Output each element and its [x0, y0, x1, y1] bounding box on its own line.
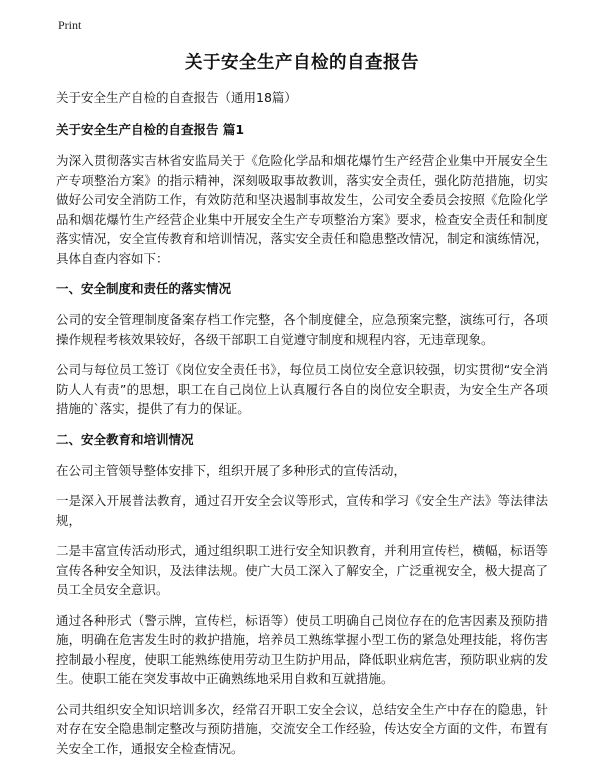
page-title: 关于安全生产自检的自查报告	[185, 53, 419, 73]
paragraph-training-4: 通过各种形式（警示牌，宣传栏，标语等）使员工明确自己岗位存在的危害因素及预防措施，明确在危害发生时的救护措施，培养员工熟练掌握小型工伤的紧急处理技能，将伤害控制最小程度，使职工能熟练使用劳动卫生防护用品，降低职业病危害，预防职业病的发生。使职工能在突发事故中正确熟练地采用自救和互就措施。	[56, 612, 548, 686]
paragraph-training-3: 二是丰富宣传活动形式，通过组织职工进行安全知识教育，并利用宣传栏，横幅，标语等宣传各种安全知识，及法律法规。使广大员工深入了解安全，广泛重视安全，极大提高了员工全员安全意识。	[56, 543, 548, 597]
paragraph-training-1: 在公司主管领导整体安排下，组织开展了多种形式的宣传活动，	[56, 462, 407, 478]
heading-education-training: 二、安全教育和培训情况	[56, 431, 194, 447]
document-page	[56, 50, 548, 769]
heading-safety-system: 一、安全制度和责任的落实情况	[56, 281, 232, 296]
document-subtitle: 关于安全生产自检的自查报告（通用18篇）	[56, 90, 297, 105]
paragraph-training-2: 一是深入开展普法教育，通过召开安全会议等形式，宣传和学习《安全生产法》等法律法规，	[56, 493, 548, 528]
section-heading: 关于安全生产自检的自查报告 篇1	[56, 122, 245, 137]
intro-paragraph: 为深入贯彻落实吉林省安监局关于《危险化学品和烟花爆竹生产经营企业集中开展安全生产专项整治方案》的指示精神，深刻吸取事故教训，落实安全责任，强化防范措施，切实做好公司安全消防工作，有效防范和坚决遏制事故发生，公司安全委员会按照《危险化学品和烟花爆竹生产经营企业集中开展安全生产专项整治方案》要求，检查安全责任和制度落实情况，安全宣传教育和培训情况，落实安全责任和隐患整改情况，制定和演练情况，具体自查内容如下：	[56, 153, 548, 266]
paragraph-system-1: 公司的安全管理制度备案存档工作完整，各个制度健全，应急预案完整，演练可行，各项操作规程考核效果较好，各级干部职工自觉遵守制度和规程内容，无违章现象。	[56, 312, 548, 347]
paragraph-system-2: 公司与每位员工签订《岗位安全责任书》，每位员工岗位安全意识较强，切实贯彻“安全消防人人有责”的思想，职工在自己岗位上认真履行各自的岗位安全职责，为安全生产各项措施的`落实，提供了有力的保证。	[56, 362, 548, 416]
print-label: Print	[58, 18, 82, 32]
paragraph-training-5: 公司共组织安全知识培训多次，经常召开职工安全会议，总结安全生产中存在的隐患，针对存在安全隐患制定整改与预防措施，交流安全工作经验，传达安全方面的文件，布置有关安全工作，通报安全检查情况。	[56, 701, 548, 756]
